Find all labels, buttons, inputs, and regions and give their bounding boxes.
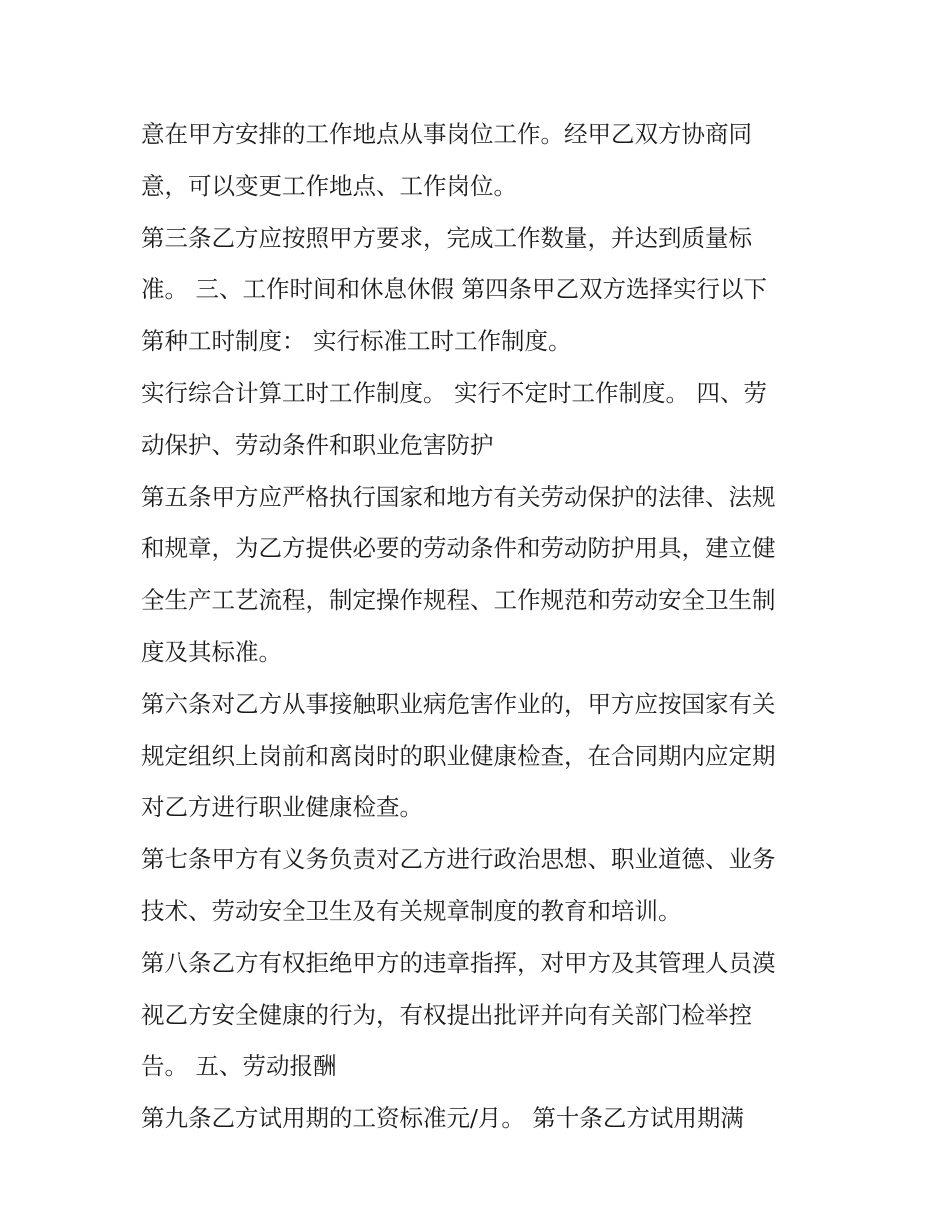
text-line: 第八条乙方有权拒绝甲方的违章指挥，对甲方及其管理人员漠 (141, 948, 776, 977)
text-line: 第九条乙方试用期的工资标准元/月。 第十条乙方试用期满 (141, 1104, 744, 1133)
text-line: 和规章，为乙方提供必要的劳动条件和劳动防护用具，建立健 (141, 534, 776, 563)
text-line: 第六条对乙方从事接触职业病危害作业的，甲方应按国家有关 (141, 689, 776, 718)
text-line: 技术、劳动安全卫生及有关规章制度的教育和培训。 (141, 896, 682, 925)
text-line: 视乙方安全健康的行为，有权提出批评并向有关部门检举控 (141, 1000, 752, 1029)
text-line: 准。 三、工作时间和休息休假 第四条甲乙双方选择实行以下 (141, 275, 767, 304)
text-line: 实行综合计算工时工作制度。 实行不定时工作制度。 四、劳 (141, 378, 767, 407)
text-line: 第种工时制度： 实行标准工时工作制度。 (141, 327, 572, 356)
text-line: 动保护、劳动条件和职业危害防护 (141, 430, 494, 459)
text-line: 意，可以变更工作地点、工作岗位。 (141, 171, 517, 200)
text-line: 第五条甲方应严格执行国家和地方有关劳动保护的法律、法规 (141, 482, 776, 511)
text-line: 度及其标准。 (141, 637, 282, 666)
text-line: 全生产工艺流程，制定操作规程、工作规范和劳动安全卫生制 (141, 586, 776, 615)
text-line: 告。 五、劳动报酬 (141, 1052, 337, 1081)
text-line: 意在甲方安排的工作地点从事岗位工作。经甲乙双方协商同 (141, 120, 752, 148)
text-line: 对乙方进行职业健康检查。 (141, 793, 423, 822)
document-body (141, 109, 821, 1145)
text-line: 第三条乙方应按照甲方要求，完成工作数量，并达到质量标 (141, 223, 752, 252)
text-line: 第七条甲方有义务负责对乙方进行政治思想、职业道德、业务 (141, 845, 776, 874)
text-line: 规定组织上岗前和离岗时的职业健康检查，在合同期内应定期 (141, 741, 776, 770)
